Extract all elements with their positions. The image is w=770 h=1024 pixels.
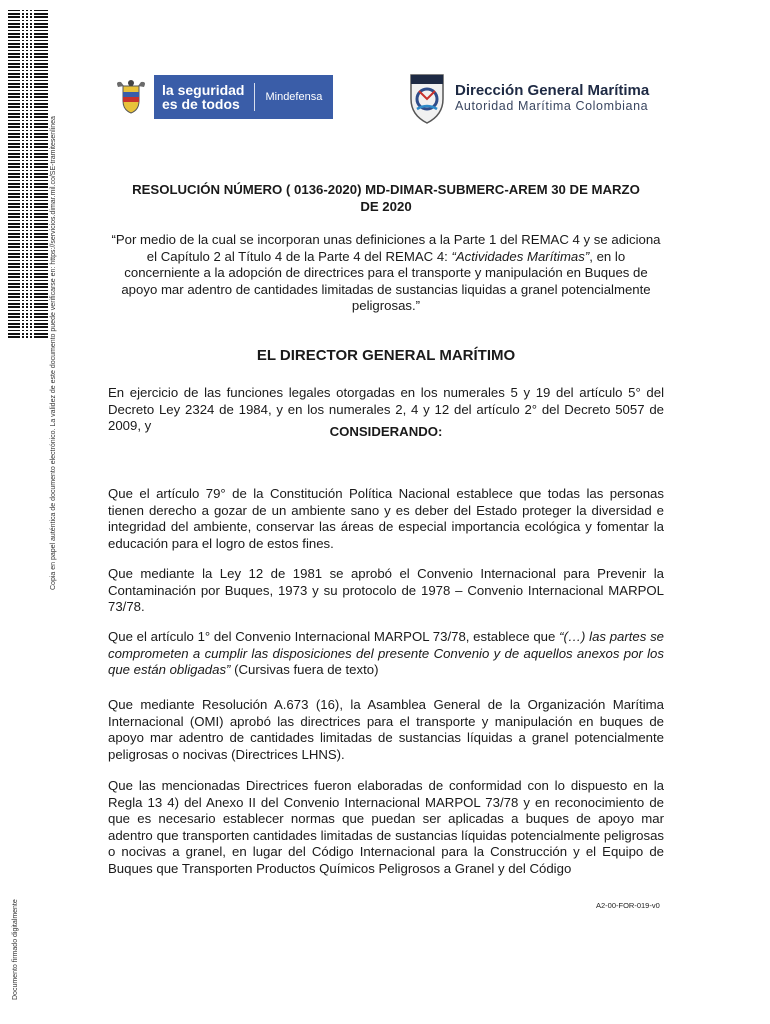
dimar-emblem-icon	[405, 69, 449, 125]
summary-italic: “Actividades Marítimas”	[451, 248, 590, 264]
summary-text-a: “Por medio de la cual se incorporan unas definiciones a la Parte 1 del REMAC 4 y se adiciona el Capítulo 2 al Título 4 de la Parte 4 del REMAC 4:	[111, 232, 661, 264]
intro-paragraph: En ejercicio de las funciones legales otorgadas en los numerales 5 y 19 del artículo 5° del Decreto Ley 2324 de 1984, y en los numerales 2, 4 y 12 del artículo 2° del Decreto 5057 de 2009, y	[108, 385, 664, 434]
org-subtitle: Autoridad Marítima Colombiana	[455, 98, 649, 113]
paragraph-3-text-a: Que el artículo 1° del Convenio Internacional MARPOL 73/78, establece que	[108, 629, 560, 644]
signed-text: Documento firmado digitalmente	[12, 899, 19, 1000]
gov-tagline-1: la seguridad	[162, 82, 245, 98]
resolution-summary	[108, 232, 664, 315]
gov-tagline-2: es de todos	[162, 96, 240, 112]
paragraph-2: Que mediante la Ley 12 de 1981 se aprobó el Convenio Internacional para Prevenir la Contaminación por Buques, 1973 y su protocolo de 1978 – Convenio Internacional MARPOL 73/78.	[108, 566, 664, 615]
resolution-title-line-2: DE 2020	[360, 198, 412, 214]
dimar-logo	[405, 68, 675, 126]
verification-barcode	[8, 8, 48, 338]
paragraph-3-text-b: (Cursivas fuera de texto)	[230, 662, 379, 678]
summary-text-b: , en lo concerniente a la adopción de directrices para el transporte y manipulación en Buques de apoyo mar adentro de cantidades limitadas de sustancias liquidas a granel potencialmente peligrosas.”	[121, 248, 651, 314]
resolution-title-line-1: RESOLUCIÓN NÚMERO ( 0136-2020) MD-DIMAR-SUBMERC-AREM 30 DE MARZO	[132, 182, 640, 197]
paragraph-3-italic: “(…) las partes se comprometen a cumplir las disposiciones del presente Convenio y de aquellos anexos por los que están obligadas”	[108, 629, 665, 678]
paragraph-3	[108, 629, 664, 679]
verification-text: Copia en papel auténtica de documento electrónico. La validez de este documento puede verificarse en: https://servicios.dimar.mil.co/SE-tramitesenlinea	[50, 116, 57, 590]
org-name: Dirección General Marítima	[455, 81, 650, 99]
government-logo	[108, 75, 333, 119]
director-heading: EL DIRECTOR GENERAL MARÍTIMO	[256, 347, 516, 364]
coat-of-arms-icon	[108, 75, 154, 119]
form-code: A2-00-FOR-019-v0	[596, 901, 660, 910]
considerando-heading: CONSIDERANDO:	[329, 424, 443, 439]
paragraph-4: Que mediante Resolución A.673 (16), la Asamblea General de la Organización Marítima Internacional (OMI) aprobó las directrices para el transporte y manipulación en buques de apoyo mar adentro de cantidades limitadas de sustancias líquidas a granel potencialmente peligrosas o nocivas (Directrices LHNS).	[108, 697, 664, 762]
ministry-name: Mindefensa	[265, 91, 323, 103]
paragraph-5: Que las mencionadas Directrices fueron elaboradas de conformidad con lo dispuesto en la Regla 13 4) del Anexo II del Convenio Internacional MARPOL 73/78 y en reconocimiento de que es necesario establecer normas que puedan ser aplicadas a buques de apoyo mar adentro que transporten cantidades limitadas de sustancias líquidas potencialmente peligrosas o nocivas a granel, en lugar del Código Internacional para la Construcción y el Equipo de Buques que Transporten Productos Químicos Peligrosos a Granel y del Código	[108, 778, 664, 876]
resolution-title	[108, 182, 664, 215]
paragraph-1: Que el artículo 79° de la Constitución Política Nacional establece que todas las personas tienen derecho a gozar de un ambiente sano y es deber del Estado proteger la diversidad e integridad del ambiente, conservar las áreas de especial importancia ecológica y fomentar la educación para el logro de estos fines.	[108, 486, 664, 551]
